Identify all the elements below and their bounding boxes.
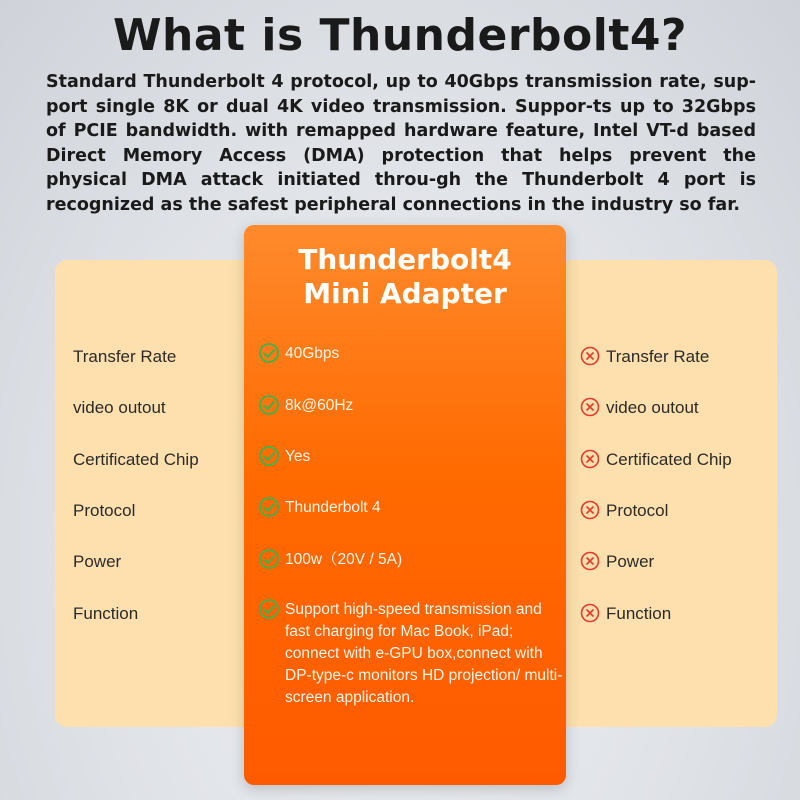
check-circle-icon	[258, 445, 280, 467]
x-circle-icon	[580, 551, 600, 571]
intro-paragraph: Standard Thunderbolt 4 protocol, up to 40Gbps transmission rate, sup-port single 8K or dual 4K video transmission. Suppor-ts up to 32Gbps of PCIE bandwidth. with remapped hardware feature, Intel VT-d based Direct Memory Access (DMA) protection that helps prevent the physical DMA attack initiated throu-gh the Thunderbolt 4 port is recognized as the safest peripheral connections in the industry so far.	[46, 72, 756, 215]
left-label-power: Power	[73, 552, 122, 571]
check-circle-icon	[258, 548, 280, 570]
left-label-protocol: Protocol	[73, 501, 136, 520]
page-title: What is Thunderbolt4?	[113, 10, 687, 61]
spec-value-protocol: Thunderbolt 4	[285, 499, 381, 516]
right-label-protocol: Protocol	[606, 501, 669, 520]
product-name-line1: Thunderbolt4	[298, 243, 512, 276]
left-label-function: Function	[73, 604, 139, 623]
right-row-protocol	[580, 501, 668, 521]
x-circle-icon	[580, 500, 600, 520]
right-row-video-output	[580, 398, 699, 418]
check-circle-icon	[258, 342, 280, 364]
product-panel	[244, 225, 566, 785]
right-row-transfer-rate	[580, 347, 709, 367]
check-circle-icon	[258, 598, 280, 620]
left-label-certificated-chip: Certificated Chip	[73, 450, 199, 469]
right-row-power	[580, 552, 654, 572]
x-circle-icon	[580, 397, 600, 417]
spec-value-function: Support high-speed transmission and fast charging for Mac Book, iPad; connect with e-GPU box,connect with DP-type-c monitors HD projection/ multi-screen application.	[285, 601, 563, 706]
right-row-certificated-chip	[580, 450, 732, 470]
spec-value-video-output: 8k@60Hz	[285, 397, 354, 414]
right-label-video-output: video outout	[606, 398, 699, 417]
spec-value-certificated-chip: Yes	[285, 448, 311, 465]
left-label-transfer-rate: Transfer Rate	[73, 347, 177, 366]
x-circle-icon	[580, 603, 600, 623]
product-name-line2: Mini Adapter	[303, 277, 507, 310]
check-circle-icon	[258, 496, 280, 518]
right-label-certificated-chip: Certificated Chip	[606, 450, 732, 469]
check-circle-icon	[258, 394, 280, 416]
right-label-transfer-rate: Transfer Rate	[606, 347, 710, 366]
left-label-video-output: video outout	[73, 398, 166, 417]
x-circle-icon	[580, 346, 600, 366]
x-circle-icon	[580, 449, 600, 469]
product-name	[244, 243, 566, 311]
right-row-function	[580, 604, 671, 624]
right-label-power: Power	[606, 552, 655, 571]
spec-value-power: 100w（20V / 5A)	[285, 551, 403, 568]
right-label-function: Function	[606, 604, 672, 623]
spec-value-transfer-rate: 40Gbps	[285, 345, 340, 362]
